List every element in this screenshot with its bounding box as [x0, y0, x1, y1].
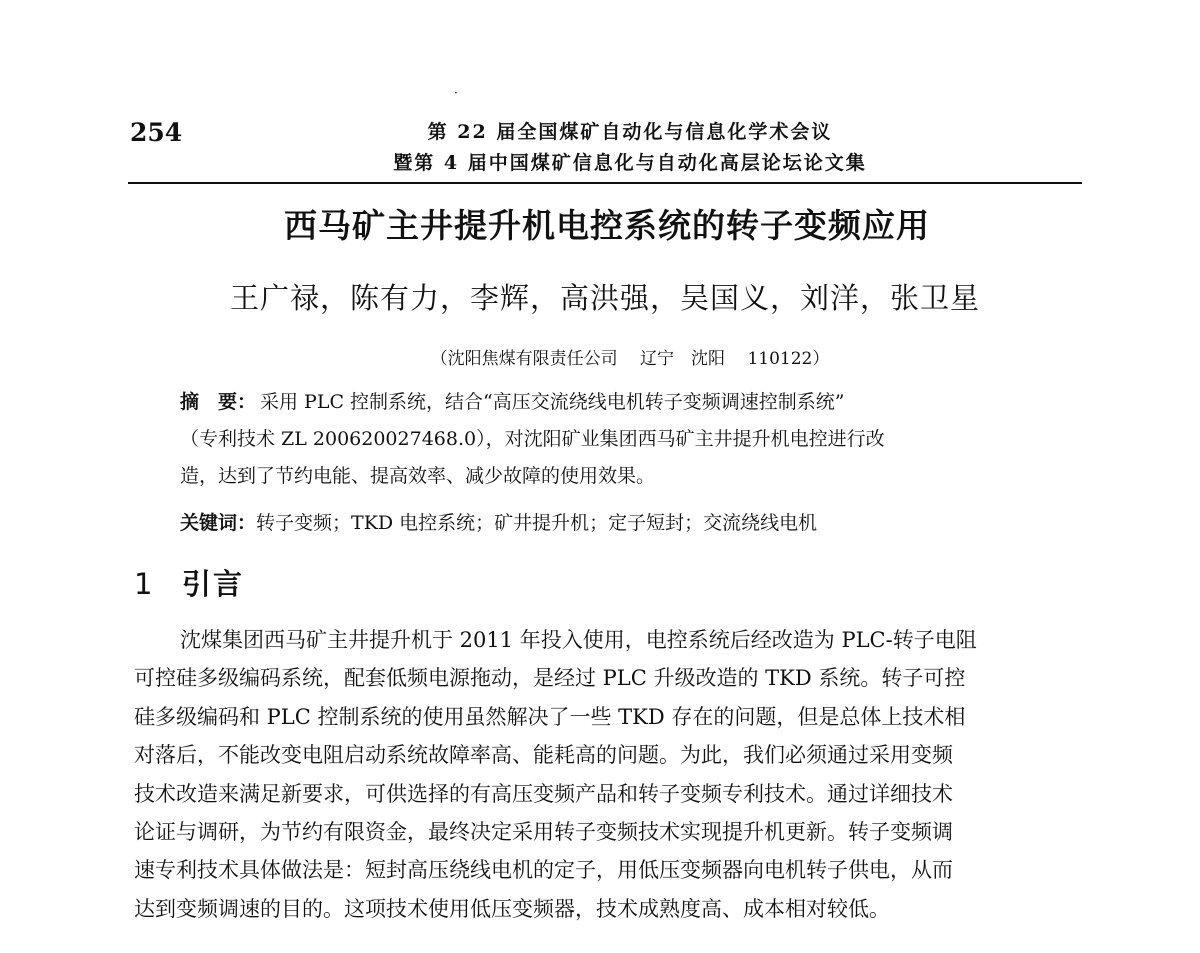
abstract-line: 造，达到了节约电能、提高效率、减少故障的使用效果。	[180, 465, 656, 487]
body-line: 可控硅多级编码系统，配套低频电源拖动，是经过 PLC 升级改造的 TKD 系统。转子可控	[134, 666, 966, 691]
header-rule	[128, 182, 1082, 184]
section-title: 引言	[182, 567, 245, 601]
body-line: 沈煤集团西马矿主井提升机于 2011 年投入使用，电控系统后经改造为 PLC-转子电阻	[180, 628, 977, 652]
abstract	[180, 384, 1060, 495]
keywords-text: 转子变频；TKD 电控系统；矿井提升机；定子短封；交流绕线电机	[256, 512, 818, 534]
author-list: 王广禄，陈有力，李辉，高洪强，吴国义，刘洋，张卫星	[229, 281, 980, 315]
body-line: 达到变频调速的目的。这项技术使用低压变频器，技术成熟度高、成本相对较低。	[134, 896, 890, 921]
body-line: 论证与调研，为节约有限资金，最终决定采用转子变频技术实现提升机更新。转子变频调	[134, 820, 953, 845]
keywords	[180, 508, 817, 535]
section-number: 1	[134, 567, 153, 601]
affiliation: （沈阳焦煤有限责任公司 辽宁 沈阳 110122）	[430, 349, 830, 369]
page-number: 254	[130, 118, 183, 147]
paper-title: 西马矿主井提升机电控系统的转子变频应用	[284, 206, 930, 245]
body-line: 速专利技术具体做法是：短封高压绕线电机的定子，用低压变频器向电机转子供电，从而	[134, 858, 953, 883]
section-heading	[134, 562, 244, 603]
stray-mark: ·	[454, 86, 458, 100]
body-line: 技术改造来满足新要求，可供选择的有高压变频产品和转子变频专利技术。通过详细技术	[134, 781, 953, 806]
abstract-label: 摘 要：	[180, 391, 257, 413]
body-line: 对落后，不能改变电阻启动系统故障率高、能耗高的问题。为此，我们必须通过采用变频	[134, 743, 953, 768]
abstract-line	[180, 384, 1060, 421]
running-header-line-1: 第 22 届全国煤矿自动化与信息化学术会议	[427, 121, 833, 143]
abstract-line: （专利技术 ZL 200620027468.0），对沈阳矿业集团西马矿主井提升机电控进行改	[180, 428, 885, 450]
abstract-text: 采用 PLC 控制系统，结合“高压交流绕线电机转子变频调速控制系统”	[260, 391, 845, 413]
running-header-line-2: 暨第 4 届中国煤矿信息化与自动化高层论坛论文集	[393, 152, 867, 174]
body-line: 硅多级编码和 PLC 控制系统的使用虽然解决了一些 TKD 存在的问题，但是总体上技术相	[134, 704, 966, 729]
keywords-label: 关键词：	[180, 512, 257, 534]
body-paragraph	[134, 621, 1084, 928]
